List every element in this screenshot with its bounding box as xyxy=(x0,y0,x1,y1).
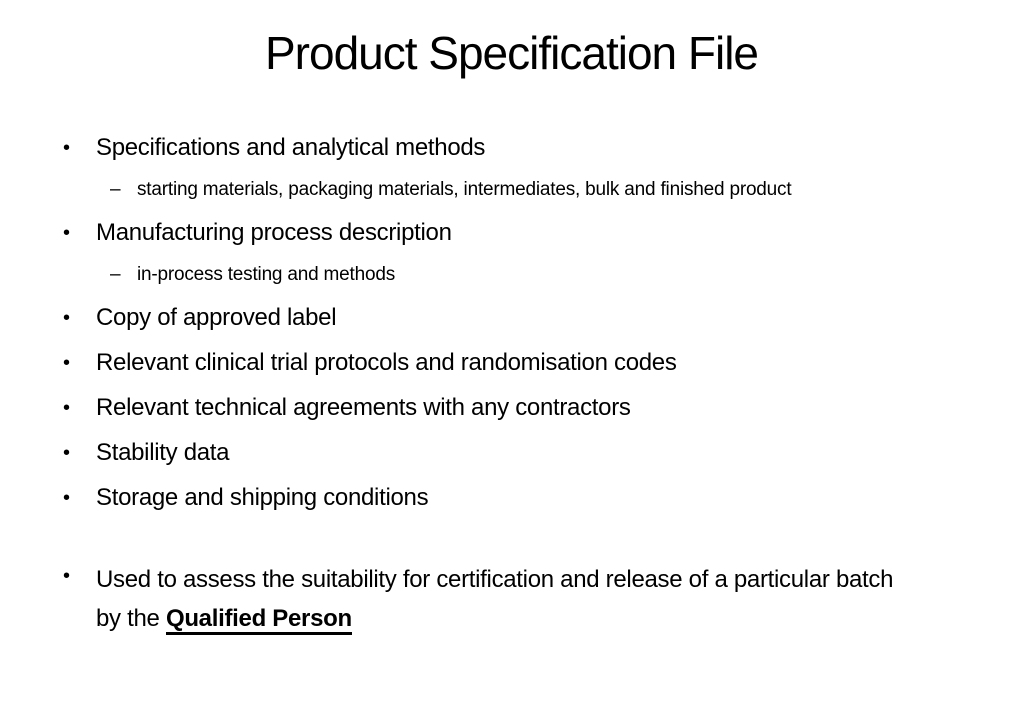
bullet-icon: • xyxy=(63,137,70,159)
bullet-icon: • xyxy=(63,565,70,587)
list-item xyxy=(63,482,983,514)
list-item-text xyxy=(96,560,913,638)
list-item-text: starting materials, packaging materials, intermediates, bulk and finished product xyxy=(137,179,792,200)
dash-icon: – xyxy=(110,264,121,285)
list-subitem xyxy=(110,262,983,288)
list-item-text: Specifications and analytical methods xyxy=(96,134,486,161)
list-item-text-lead: Used to assess the suitability for certification and release of a particular batch by the xyxy=(96,566,894,632)
bullet-icon: • xyxy=(63,222,70,244)
list-item-text: Copy of approved label xyxy=(96,304,337,331)
bullet-icon: • xyxy=(63,352,70,374)
bullet-icon: • xyxy=(63,307,70,329)
list-item xyxy=(63,217,983,249)
list-item-text: in-process testing and methods xyxy=(137,264,396,285)
list-item xyxy=(63,302,983,334)
bullet-icon: • xyxy=(63,487,70,509)
list-item xyxy=(63,132,983,164)
list-item xyxy=(63,560,913,638)
slide-body xyxy=(63,132,983,651)
list-item-text: Storage and shipping conditions xyxy=(96,484,429,511)
list-subitem xyxy=(110,177,983,203)
list-item xyxy=(63,347,983,379)
bullet-icon: • xyxy=(63,442,70,464)
slide-title: Product Specification File xyxy=(264,27,759,79)
qualified-person-emphasis: Qualified Person xyxy=(166,605,352,635)
list-item-text: Manufacturing process description xyxy=(96,219,452,246)
list-item-text: Relevant technical agreements with any contractors xyxy=(96,394,631,421)
list-item-text: Stability data xyxy=(96,439,230,466)
dash-icon: – xyxy=(110,179,121,200)
bullet-icon: • xyxy=(63,397,70,419)
list-item xyxy=(63,437,983,469)
list-item-text: Relevant clinical trial protocols and randomisation codes xyxy=(96,349,677,376)
list-item xyxy=(63,392,983,424)
